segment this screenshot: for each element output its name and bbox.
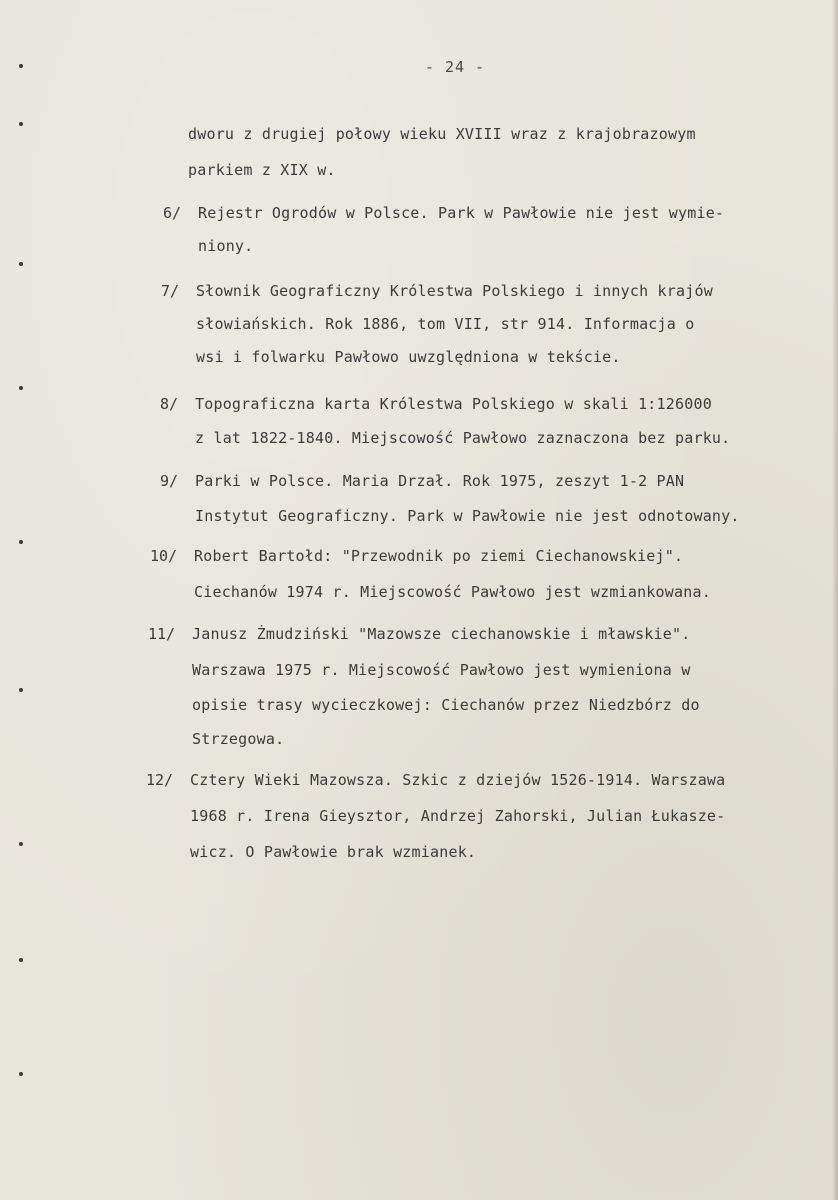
text-line: Warszawa 1975 r. Miejscowość Pawłowo jest wymieniona w: [192, 661, 691, 679]
item-number: 8/: [160, 395, 179, 413]
binding-hole: [19, 688, 23, 692]
binding-hole: [19, 386, 23, 390]
item-number: 9/: [160, 472, 179, 490]
binding-hole: [19, 262, 23, 266]
text-line: Strzegowa.: [192, 730, 285, 748]
text-line: Instytut Geograficzny. Park w Pawłowie nie jest odnotowany.: [195, 507, 740, 525]
text-line: Janusz Żmudziński "Mazowsze ciechanowskie i mławskie".: [192, 625, 691, 643]
text-line: 1968 r. Irena Gieysztor, Andrzej Zahorski, Julian Łukasze-: [190, 807, 726, 825]
text-line: słowiańskich. Rok 1886, tom VII, str 914. Informacja o: [196, 315, 695, 333]
binding-hole: [19, 1072, 23, 1076]
text-line: wicz. O Pawłowie brak wzmianek.: [190, 843, 477, 861]
text-line: parkiem z XIX w.: [188, 161, 336, 179]
text-line: Robert Bartołd: "Przewodnik po ziemi Ciechanowskiej".: [194, 547, 684, 565]
text-line: Rejestr Ogrodów w Polsce. Park w Pawłowie nie jest wymie-: [198, 204, 725, 222]
item-number: 12/: [146, 771, 174, 789]
item-number: 7/: [161, 282, 180, 300]
text-line: z lat 1822-1840. Miejscowość Pawłowo zaznaczona bez parku.: [195, 429, 731, 447]
text-line: Słownik Geograficzny Królestwa Polskiego i innych krajów: [196, 282, 713, 300]
text-line: Parki w Polsce. Maria Drzał. Rok 1975, zeszyt 1-2 PAN: [195, 472, 685, 490]
binding-hole: [19, 122, 23, 126]
text-line: Topograficzna karta Królestwa Polskiego w skali 1:126000: [195, 395, 712, 413]
text-line: wsi i folwarku Pawłowo uwzględniona w tekście.: [196, 348, 621, 366]
page-edge-shadow: [832, 0, 838, 1200]
page-number: - 24 -: [424, 58, 486, 76]
binding-hole: [19, 842, 23, 846]
item-number: 6/: [163, 204, 182, 222]
text-line: niony.: [198, 237, 254, 255]
item-number: 11/: [148, 625, 176, 643]
binding-hole: [19, 958, 23, 962]
text-line: Cztery Wieki Mazowsza. Szkic z dziejów 1526-1914. Warszawa: [190, 771, 726, 789]
text-line: Ciechanów 1974 r. Miejscowość Pawłowo jest wzmiankowana.: [194, 583, 711, 601]
item-number: 10/: [150, 547, 178, 565]
binding-hole: [19, 540, 23, 544]
text-line: opisie trasy wycieczkowej: Ciechanów przez Niedzbórz do: [192, 696, 700, 714]
text-line: dworu z drugiej połowy wieku XVIII wraz z krajobrazowym: [188, 125, 696, 143]
